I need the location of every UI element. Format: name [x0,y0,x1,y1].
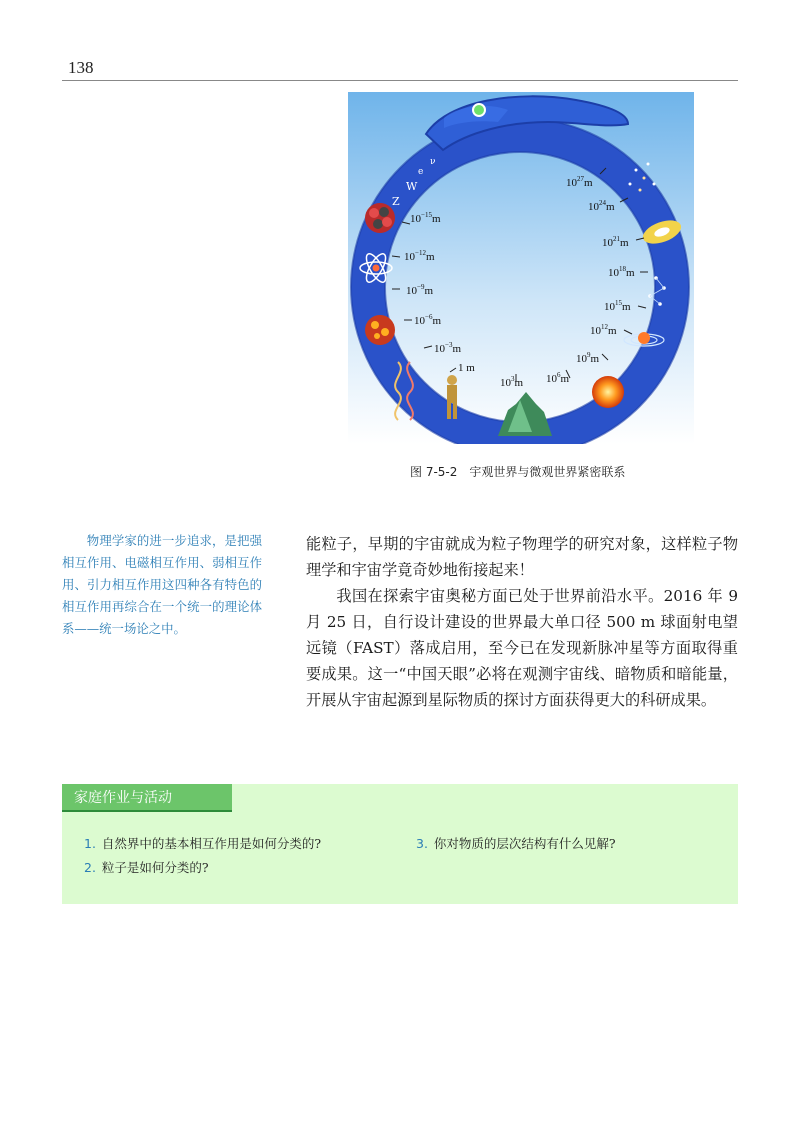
question-number: 3. [416,836,428,851]
cosmic-ring-figure [348,92,694,444]
figure-caption [410,463,650,480]
question-number: 2. [84,860,96,875]
svg-text:1021m: $10^{21}m$ [602,235,629,249]
activity-title: 家庭作业与活动 [62,784,232,812]
svg-text:1 m: 1 m [458,362,475,374]
question-text: 你对物质的层次结构有什么见解? [433,836,616,851]
particle-label: Z [392,195,400,208]
header-rule [62,80,738,81]
particle-label: W [406,180,418,193]
body-text [306,531,738,713]
question-text: 自然界中的基本相互作用是如何分类的? [101,836,322,851]
svg-text:1012m: $10^{12}m$ [590,323,617,337]
page-number: 138 [68,58,94,77]
question-item [416,834,616,852]
question-item [84,858,209,876]
nucleus-icon [365,203,395,233]
ring-illustration [348,92,694,444]
sun-icon [592,376,624,408]
question-number: 1. [84,836,96,851]
particle-label: ν [430,157,436,167]
svg-text:103m: $10^3m$ [500,375,524,389]
svg-text:1024m: $10^{24}m$ [588,199,615,213]
svg-text:10−12m: $10^{-12}m$ [404,249,435,263]
svg-text:1018m: $10^{18}m$ [608,265,635,279]
svg-text:1027m: $10^{27}m$ [566,175,593,189]
svg-text:10−15m: $10^{-15}m$ [410,211,441,225]
caption-number: 图 7-5-2 [410,465,458,479]
question-text: 粒子是如何分类的? [101,860,209,875]
question-item [84,834,321,852]
svg-text:1015m: $10^{15}m$ [604,299,631,313]
caption-text: 宇观世界与微观世界紧密联系 [469,465,626,479]
cell-icon [365,315,395,345]
activity-box [62,784,738,904]
side-note: 物理学家的进一步追求，是把强相互作用、电磁相互作用、弱相互作用、引力相互作用这四种各有特色的相互作用再综合在一个统一的理论体系——统一场论之中。 [62,533,262,636]
svg-text:10−9m: $10^{-9}m$ [406,283,434,297]
particle-label: e [418,167,424,177]
svg-text:106m: $10^6m$ [546,371,570,385]
body-paragraph: 能粒子，早期的宇宙就成为粒子物理学的研究对象，这样粒子物理学和宇宙学竟奇妙地衔接起来！ [306,535,738,579]
svg-text:10−6m: $10^{-6}m$ [414,313,442,327]
svg-text:10−3m: $10^{-3}m$ [434,341,462,355]
svg-text:109m: $10^9m$ [576,351,600,365]
snake-eye-icon [473,104,485,116]
body-paragraph: 我国在探索宇宙奥秘方面已处于世界前沿水平。2016 年 9 月 25 日，自行设计建设的世界最大单口径 500 m 球面射电望远镜（FAST）落成启用，至今已在发现新脉冲星等方面取得重要成果。这一“中国天眼”必将在观测宇宙线、暗物质和暗能量，开展从宇宙起源到星际物质的探讨方面获得更大的科研成果。 [306,587,738,709]
